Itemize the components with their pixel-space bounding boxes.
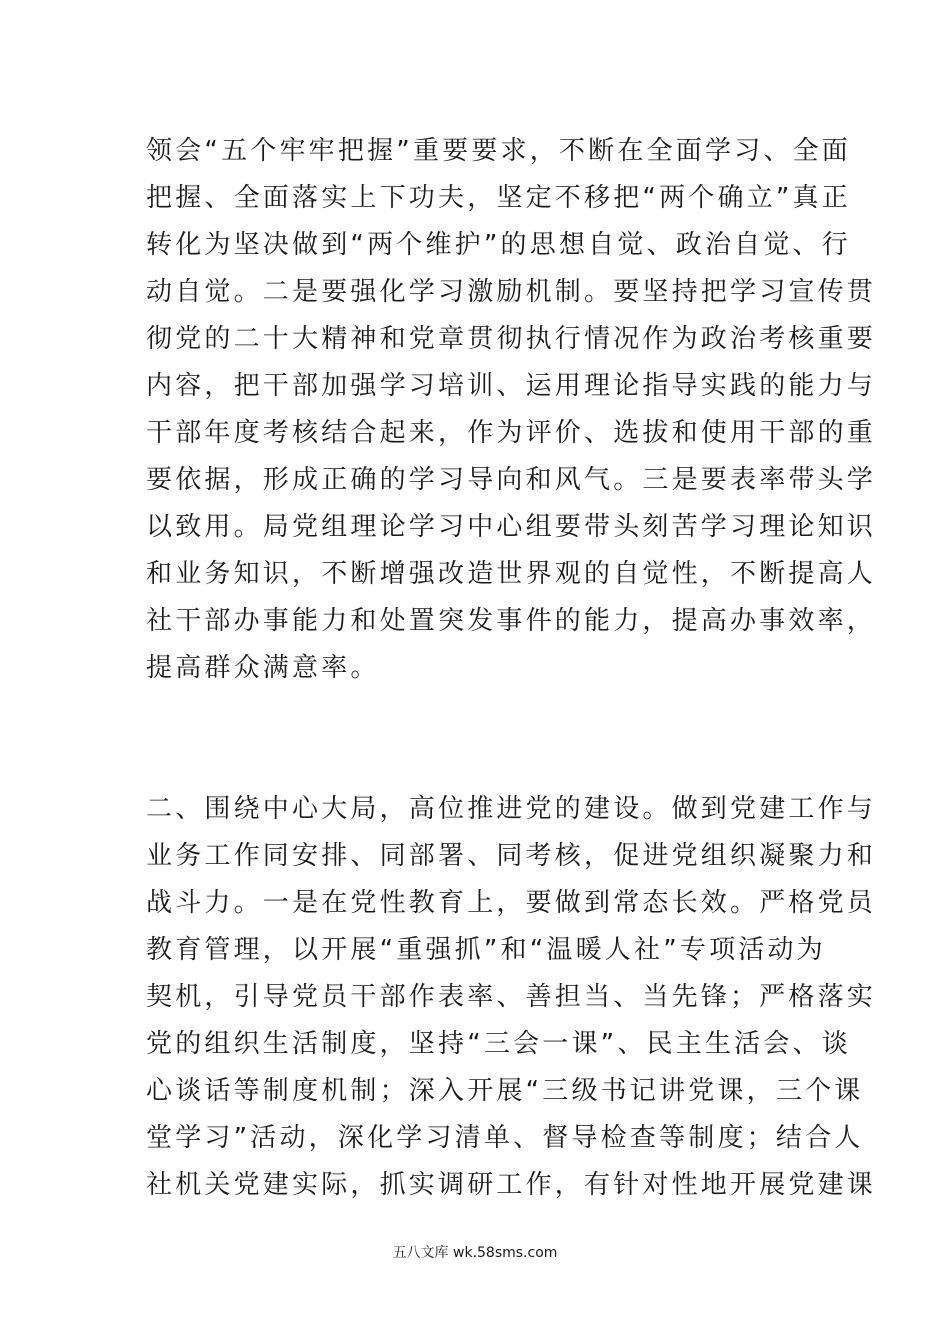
text-line: 战斗力。一是在党性教育上，要做到常态长效。严格党员 [146,888,877,918]
paragraph-2 [146,786,877,1209]
text-line: 教育管理，以开展“重强抓”和“温暖人社”专项活动为 [146,935,826,965]
text-line: 党的组织生活制度，坚持“三会一课”、民主生活会、谈 [146,1029,851,1059]
text-line: 社干部办事能力和处置突发事件的能力，提高办事效率， [146,606,877,636]
text-line: 提高群众满意率。 [146,653,380,683]
text-line: 彻党的二十大精神和党章贯彻执行情况作为政治考核重要 [146,324,877,354]
text-line: 以致用。局党组理论学习中心组要带头刻苦学习理论知识 [146,512,877,542]
text-line: 要依据，形成正确的学习导向和风气。三是要表率带头学 [146,465,877,495]
paragraph-1 [146,128,877,692]
text-line: 社机关党建实际，抓实调研工作，有针对性地开展党建课 [146,1170,877,1200]
text-line: 转化为坚决做到“两个维护”的思想自觉、政治自觉、行 [146,230,851,260]
text-line: 契机，引导党员干部作表率、善担当、当先锋；严格落实 [146,982,877,1012]
text-line: 堂学习”活动，深化学习清单、督导检查等制度；结合人 [146,1123,864,1153]
text-line: 心谈话等制度机制；深入开展“三级书记讲党课，三个课 [146,1076,864,1106]
text-line: 把握、全面落实上下功夫，坚定不移把“两个确立”真正 [146,183,851,213]
text-line: 业务工作同安排、同部署、同考核，促进党组织凝聚力和 [146,841,877,871]
text-line: 二、围绕中心大局，高位推进党的建设。做到党建工作与 [146,794,877,824]
page-footer: 五八文库 wk.58sms.com [392,1245,558,1261]
text-line: 动自觉。二是要强化学习激励机制。要坚持把学习宣传贯 [146,277,877,307]
text-line: 内容，把干部加强学习培训、运用理论指导实践的能力与 [146,371,877,401]
text-line: 和业务知识，不断增强改造世界观的自觉性，不断提高人 [146,559,877,589]
text-line: 领会“五个牢牢把握”重要要求，不断在全面学习、全面 [146,136,851,166]
text-line: 干部年度考核结合起来，作为评价、选拔和使用干部的重 [146,418,877,448]
